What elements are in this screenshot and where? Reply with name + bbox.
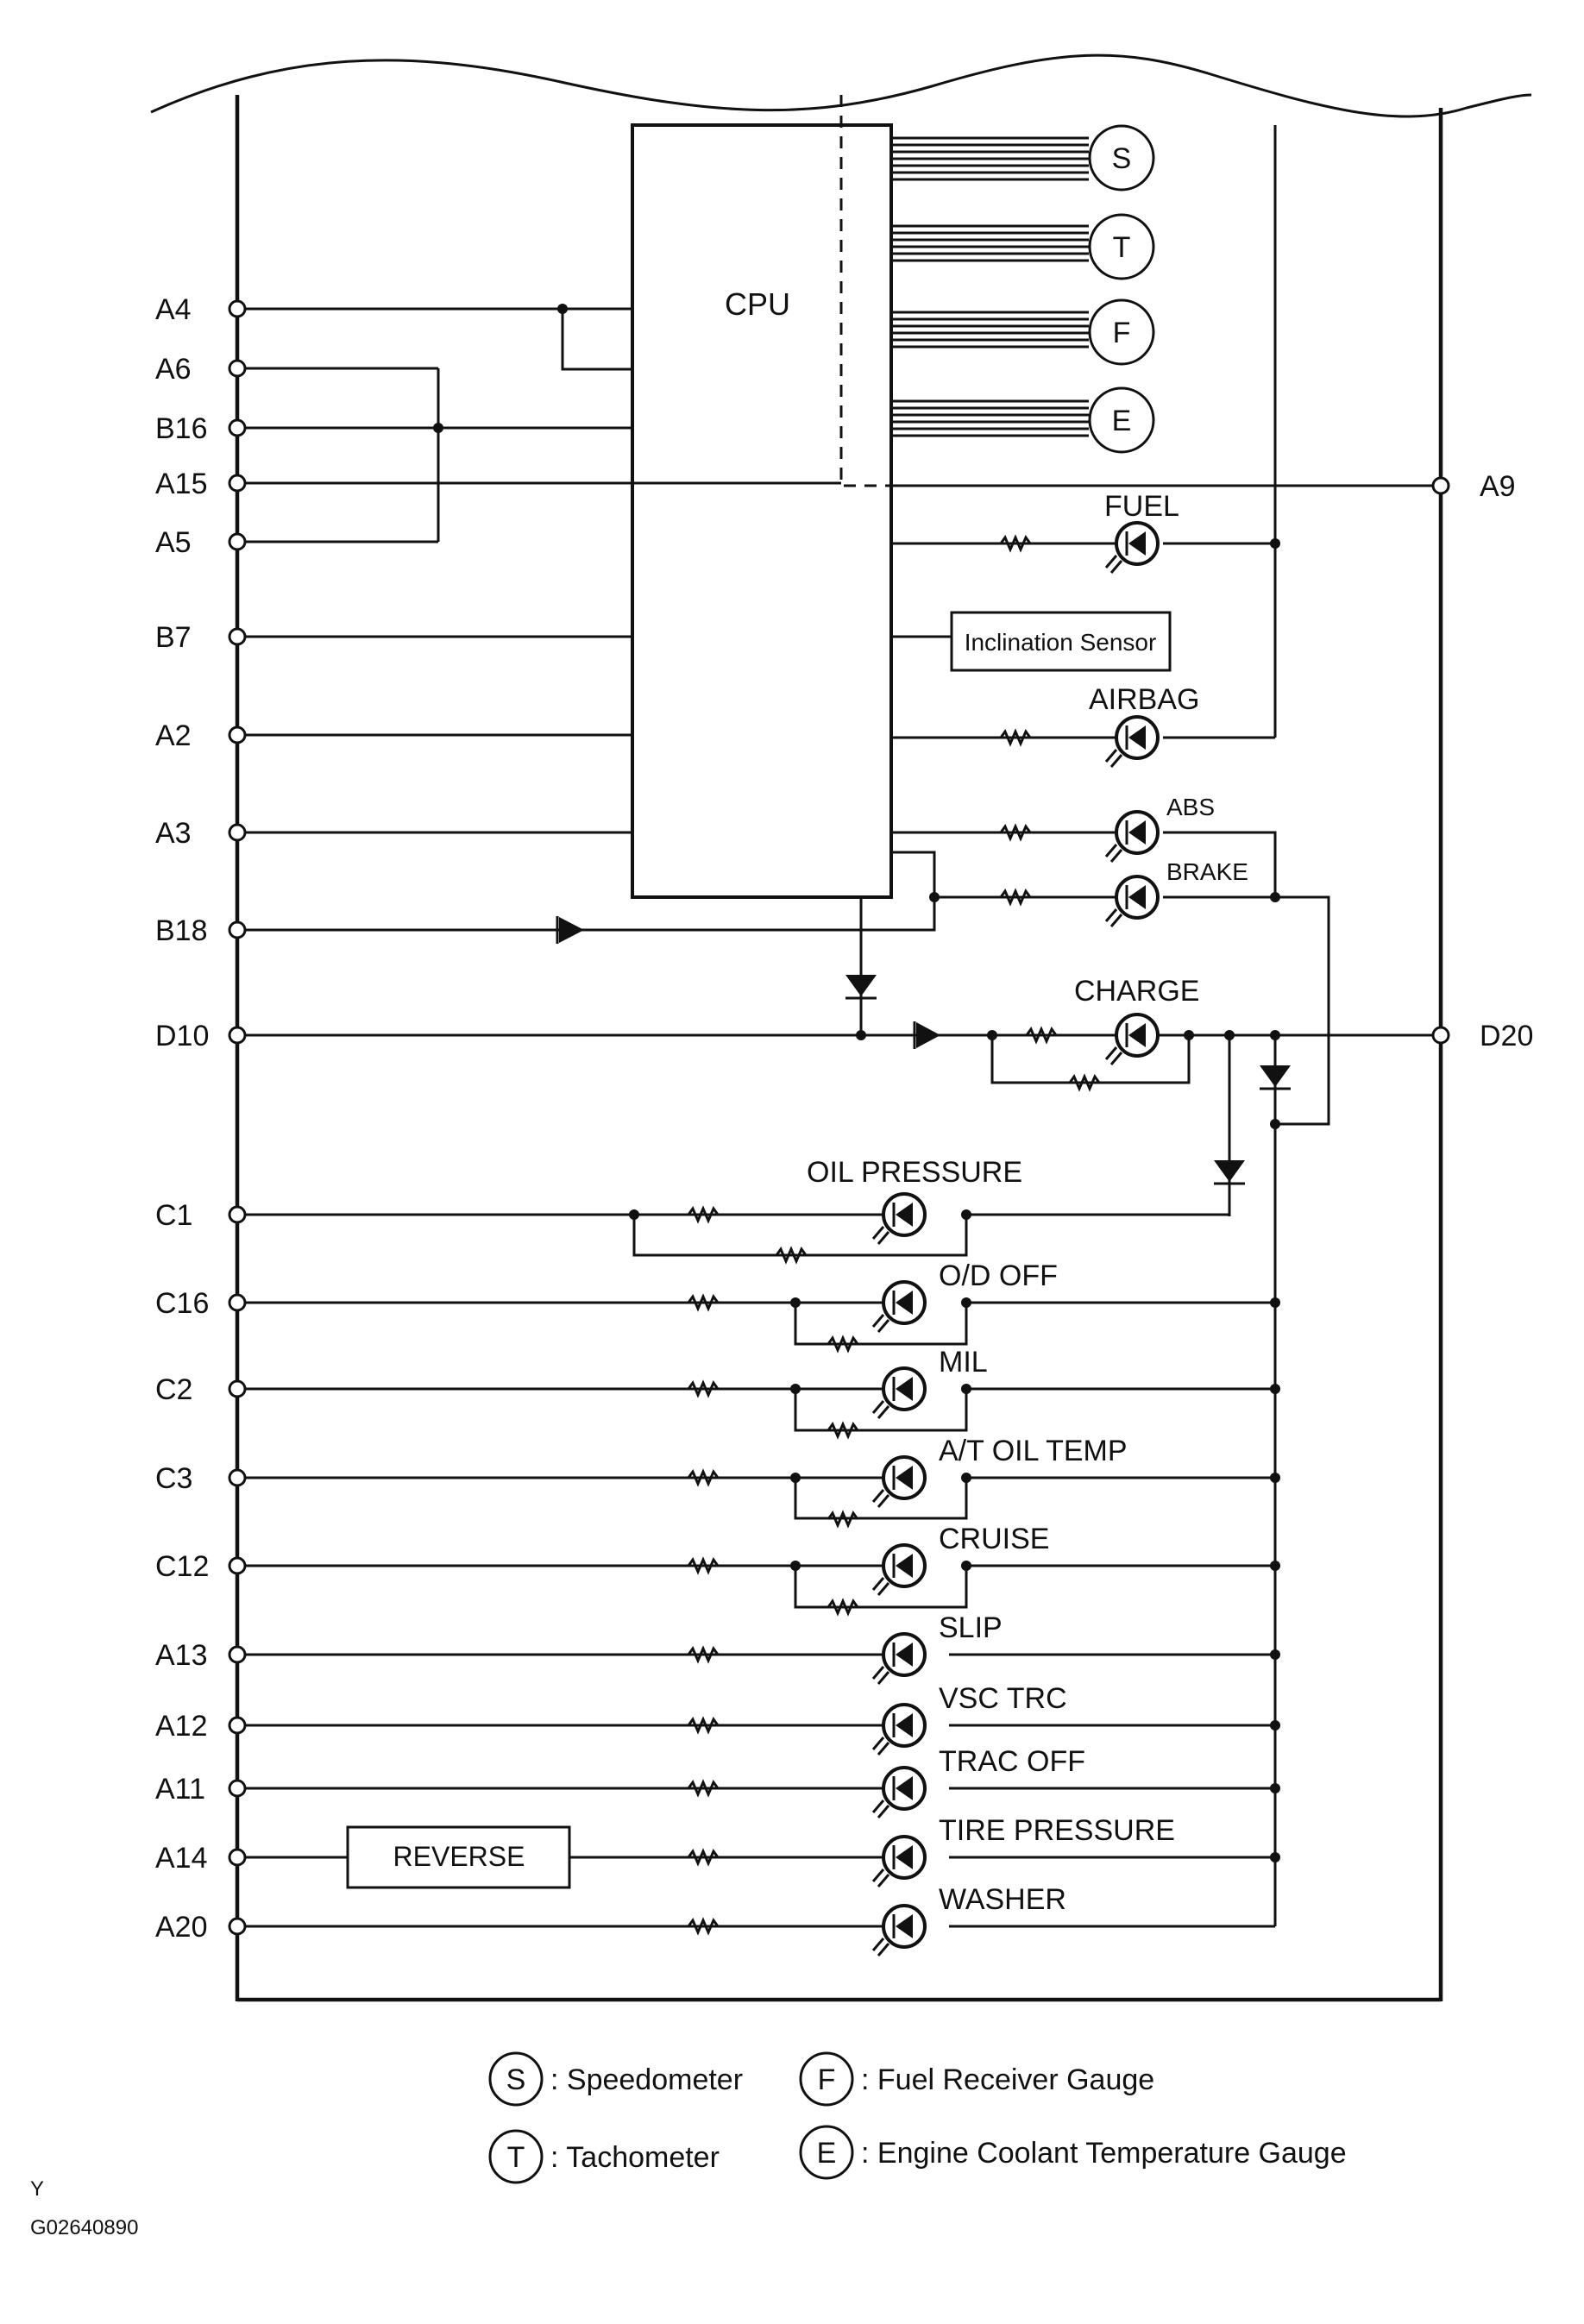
lamp-mil xyxy=(688,1346,988,1436)
coolant-gauge xyxy=(891,388,1153,452)
lamp-label-oil-pressure: OIL PRESSURE xyxy=(807,1156,1023,1189)
d20-pin xyxy=(1433,1020,1533,1052)
lamp-slip xyxy=(688,1611,1003,1684)
speedometer-letter: S xyxy=(1111,142,1132,175)
charge-oil-diode xyxy=(1214,1160,1245,1184)
lamp-washer xyxy=(688,1883,1066,1956)
pin-label-d10: D10 xyxy=(155,1020,210,1052)
legend-fuel xyxy=(801,2053,1154,2105)
coolant-gauge-letter: E xyxy=(1111,405,1132,437)
pin-label-a4: A4 xyxy=(155,293,192,326)
pin-a4 xyxy=(155,293,245,326)
legend-speedometer xyxy=(490,2053,743,2105)
reverse-label: REVERSE xyxy=(393,1841,525,1872)
lamp-label-o-d-off: O/D OFF xyxy=(939,1259,1058,1292)
main-lamp-diode xyxy=(1260,1065,1291,1089)
pin-label-a20: A20 xyxy=(155,1911,208,1944)
pin-a13 xyxy=(155,1639,245,1672)
speedometer-gauge xyxy=(891,126,1153,190)
pin-label-b18: B18 xyxy=(155,914,208,947)
pin-label-a11: A11 xyxy=(155,1773,205,1806)
legend-coolant xyxy=(801,2126,1347,2178)
lamp-label-fuel: FUEL xyxy=(1104,490,1179,523)
lamp-o-d-off xyxy=(688,1259,1058,1350)
legend-speedometer-letter: S xyxy=(506,2063,526,2096)
pin-c16 xyxy=(155,1287,245,1320)
legend-coolant-letter: E xyxy=(816,2137,837,2170)
lamp-oil-pressure xyxy=(688,1156,1022,1261)
legend-fuel-letter: F xyxy=(817,2063,836,2096)
footer-mark: Y xyxy=(30,2177,45,2201)
pin-label-c3: C3 xyxy=(155,1462,193,1495)
pin-label-c12: C12 xyxy=(155,1550,210,1583)
legend-tachometer xyxy=(490,2131,720,2183)
tachometer-gauge xyxy=(891,215,1153,279)
lamp-label-charge: CHARGE xyxy=(1074,975,1200,1008)
tachometer-letter: T xyxy=(1112,231,1131,264)
pin-a15 xyxy=(155,468,245,500)
pin-b7 xyxy=(155,621,245,654)
b18-diode xyxy=(557,916,584,944)
break-line xyxy=(151,55,1531,116)
lamp-cruise xyxy=(688,1523,1049,1613)
pin-c1 xyxy=(155,1199,245,1232)
inclination-sensor-label: Inclination Sensor xyxy=(964,629,1157,656)
pin-a20 xyxy=(155,1911,245,1944)
lamp-label-a-t-oil-temp: A/T OIL TEMP xyxy=(939,1435,1128,1467)
lamp-label-slip: SLIP xyxy=(939,1611,1003,1644)
pin-label-a3: A3 xyxy=(155,817,192,850)
pin-label-a12: A12 xyxy=(155,1710,208,1743)
pin-label-b7: B7 xyxy=(155,621,192,654)
pin-a11 xyxy=(155,1773,245,1806)
cpu-block xyxy=(632,125,891,897)
pin-label-c1: C1 xyxy=(155,1199,193,1232)
pin-label-a13: A13 xyxy=(155,1639,208,1672)
lamp-fuel xyxy=(1001,490,1179,573)
pin-a12 xyxy=(155,1710,245,1743)
pin-d10 xyxy=(155,1020,245,1052)
cpu-d10-diode xyxy=(845,975,877,998)
pin-a6 xyxy=(155,353,245,386)
lamp-label-mil: MIL xyxy=(939,1346,988,1379)
pin-label-b16: B16 xyxy=(155,412,208,445)
left-pin-terminals xyxy=(155,293,245,1944)
fuel-gauge xyxy=(891,300,1153,364)
pin-label-a9: A9 xyxy=(1480,470,1516,503)
pin-label-d20: D20 xyxy=(1480,1020,1534,1052)
legend-tachometer-letter: T xyxy=(506,2141,525,2174)
charge-diode xyxy=(915,1021,940,1049)
lamp-a-t-oil-temp xyxy=(688,1435,1128,1525)
d10-junction xyxy=(856,1030,866,1040)
lamp-label-vsc-trc: VSC TRC xyxy=(939,1682,1067,1715)
legend-tachometer-text: : Tachometer xyxy=(550,2141,720,2174)
pin-label-c2: C2 xyxy=(155,1373,193,1406)
lamp-label-brake: BRAKE xyxy=(1166,858,1248,885)
lamp-label-washer: WASHER xyxy=(939,1883,1066,1916)
pin-c3 xyxy=(155,1462,245,1495)
a4-junction xyxy=(557,304,568,314)
a9-pin xyxy=(1433,470,1516,503)
cpu-label: CPU xyxy=(725,286,791,322)
pin-label-a5: A5 xyxy=(155,526,192,559)
lamp-label-airbag: AIRBAG xyxy=(1089,683,1200,716)
pin-label-a6: A6 xyxy=(155,353,192,386)
fuel-gauge-letter: F xyxy=(1112,317,1131,349)
legend-coolant-text: : Engine Coolant Temperature Gauge xyxy=(861,2137,1347,2170)
a6-junction xyxy=(433,423,443,433)
lamp-airbag xyxy=(1001,683,1199,767)
pin-label-a2: A2 xyxy=(155,719,192,752)
lamp-brake xyxy=(1001,858,1248,926)
pin-a3 xyxy=(155,817,245,850)
pin-label-c16: C16 xyxy=(155,1287,210,1320)
pin-a14 xyxy=(155,1842,245,1875)
pin-b16 xyxy=(155,412,245,445)
pin-label-a15: A15 xyxy=(155,468,208,500)
lamp-abs xyxy=(1001,794,1215,862)
footer-code: G02640890 xyxy=(30,2216,139,2239)
legend-fuel-text: : Fuel Receiver Gauge xyxy=(861,2063,1155,2096)
pin-a2 xyxy=(155,719,245,752)
lamp-label-trac-off: TRAC OFF xyxy=(939,1745,1085,1778)
legend-speedometer-text: : Speedometer xyxy=(550,2063,744,2096)
legend xyxy=(490,2053,1347,2183)
lamp-label-tire-pressure: TIRE PRESSURE xyxy=(939,1814,1175,1847)
lamp-label-cruise: CRUISE xyxy=(939,1523,1050,1555)
lamp-trac-off xyxy=(688,1745,1085,1818)
pin-label-a14: A14 xyxy=(155,1842,208,1875)
lamp-label-abs: ABS xyxy=(1166,794,1216,820)
lamp-vsc-trc xyxy=(688,1682,1067,1755)
lamp-tire-pressure xyxy=(688,1814,1175,1887)
pin-c2 xyxy=(155,1373,245,1406)
pin-b18 xyxy=(155,914,245,947)
pin-c12 xyxy=(155,1550,245,1583)
lamp-charge xyxy=(1027,975,1199,1089)
pin-a5 xyxy=(155,526,245,559)
